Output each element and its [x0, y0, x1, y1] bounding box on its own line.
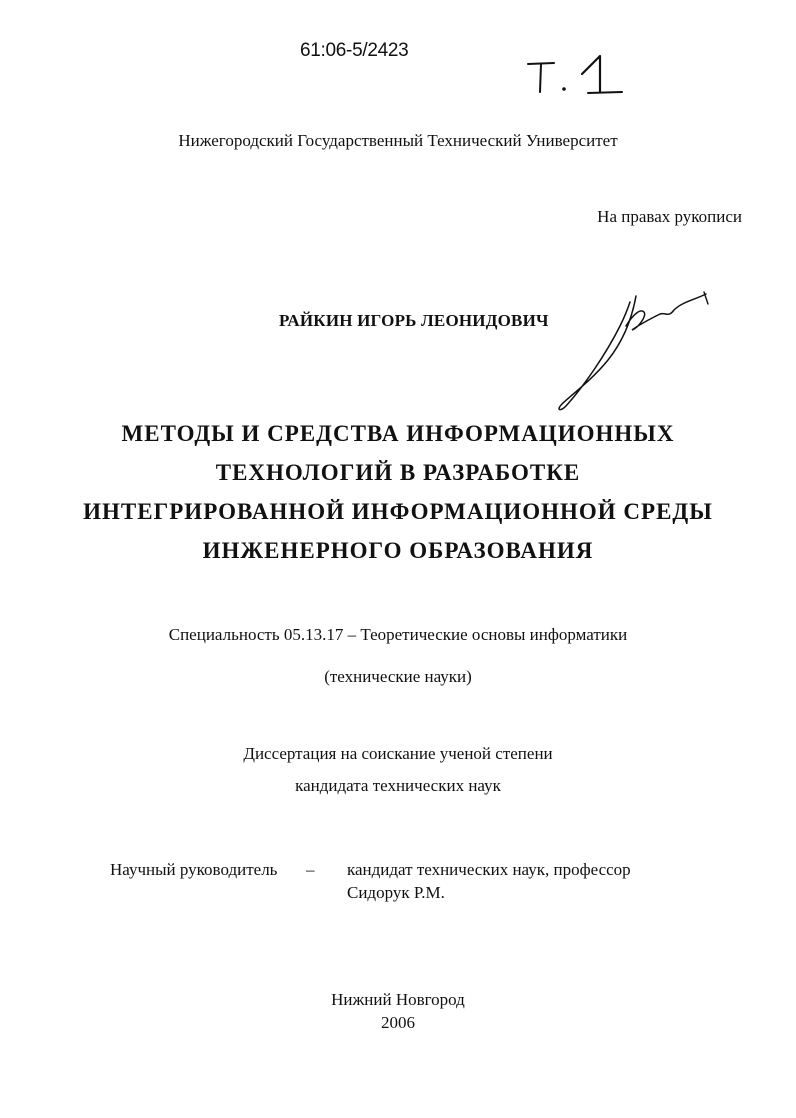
supervisor-dash: –	[306, 860, 315, 879]
university-name: Нижегородский Государственный Технический Университет	[178, 131, 618, 150]
supervisor-degree: кандидат технических наук, профессор	[347, 860, 631, 879]
city: Нижний Новгород	[331, 990, 465, 1009]
manuscript-rights-note: На правах рукописи	[597, 207, 742, 226]
signature-drawing	[548, 288, 718, 413]
thesis-title-line: ИНТЕГРИРОВАННОЙ ИНФОРМАЦИОННОЙ СРЕДЫ	[83, 499, 713, 524]
author-name: РАЙКИН ИГОРЬ ЛЕОНИДОВИЧ	[279, 311, 549, 330]
thesis-title-line: ТЕХНОЛОГИЙ В РАЗРАБОТКЕ	[215, 460, 581, 485]
thesis-title-line: МЕТОДЫ И СРЕДСТВА ИНФОРМАЦИОННЫХ	[121, 421, 675, 446]
thesis-title-line: ИНЖЕНЕРНОГО ОБРАЗОВАНИЯ	[202, 538, 594, 563]
archive-code-stamp: 61:06-5/2423	[300, 40, 409, 61]
supervisor-label: Научный руководитель	[110, 860, 278, 879]
sciences-field: (технические науки)	[324, 667, 472, 686]
thesis-title	[0, 414, 796, 570]
year: 2006	[381, 1013, 415, 1032]
author-signature	[548, 288, 718, 418]
handwritten-volume-mark-drawing	[520, 52, 630, 104]
handwritten-volume-mark	[520, 52, 630, 109]
supervisor-name: Сидорук Р.М.	[347, 883, 445, 902]
dissertation-purpose: Диссертация на соискание ученой степени	[243, 744, 553, 763]
dissertation-degree: кандидата технических наук	[295, 776, 501, 795]
specialty-line: Специальность 05.13.17 – Теоретические основы информатики	[168, 625, 628, 644]
